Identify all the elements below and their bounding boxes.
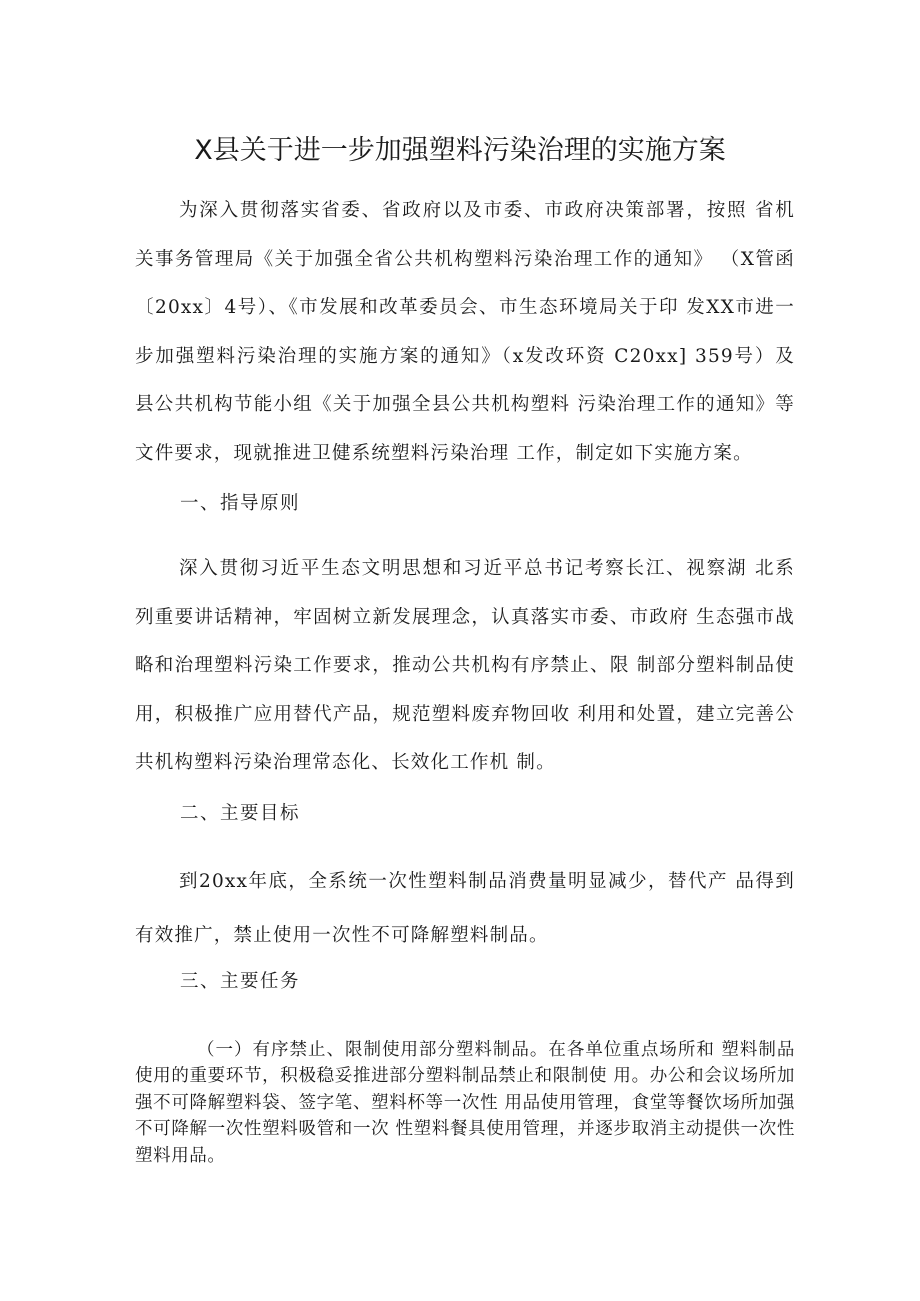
intro-paragraph: 为深入贯彻落实省委、省政府以及市委、市政府决策部署，按照 省机关事务管理局《关于加强全省公共机构塑料污染治理工作的通知》 （X管函〔20xx〕4号）、《市发展和改革委员会、市生态环境局关于印 发XX市进一步加强塑料污染治理的实施方案的通知》（x发改环资 C20xx] 359号）及县公共机构节能小组《关于加强全县公共机构塑料 污染治理工作的通知》等文件要求，现就推进卫健系统塑料污染治理 工作，制定如下实施方案。 xyxy=(135,200,795,464)
document-title: X县关于进一步加强塑料污染治理的实施方案 xyxy=(194,135,726,166)
guiding-principles-paragraph: 深入贯彻习近平生态文明思想和习近平总书记考察长江、视察湖 北系列重要讲话精神，牢固树立新发展理念，认真落实市委、市政府 生态强市战略和治理塑料污染工作要求，推动公共机构有序禁止、限 制部分塑料制品使用，积极推广应用替代产品，规范塑料废弃物回收 利用和处置，建立完善公共机构塑料污染治理常态化、长效化工作机 制。 xyxy=(135,558,795,774)
section-heading-main-tasks: 三、主要任务 xyxy=(180,971,301,992)
main-goals-paragraph: 到20xx年底，全系统一次性塑料制品消费量明显减少，替代产 品得到有效推广，禁止使用一次性不可降解塑料制品。 xyxy=(135,871,795,946)
section-heading-guiding-principles: 一、指导原则 xyxy=(180,493,301,514)
main-tasks-item-1-paragraph: （一）有序禁止、限制使用部分塑料制品。在各单位重点场所和 塑料制品使用的重要环节，积极稳妥推进部分塑料制品禁止和限制使 用。办公和会议场所加强不可降解塑料袋、签字笔、塑料杯等一次性 用品使用管理，食堂等餐饮场所加强不可降解一次性塑料吸管和一次 性塑料餐具使用管理，并逐步取消主动提供一次性塑料用品。 xyxy=(135,1040,795,1166)
section-heading-main-goals: 二、主要目标 xyxy=(180,803,301,824)
